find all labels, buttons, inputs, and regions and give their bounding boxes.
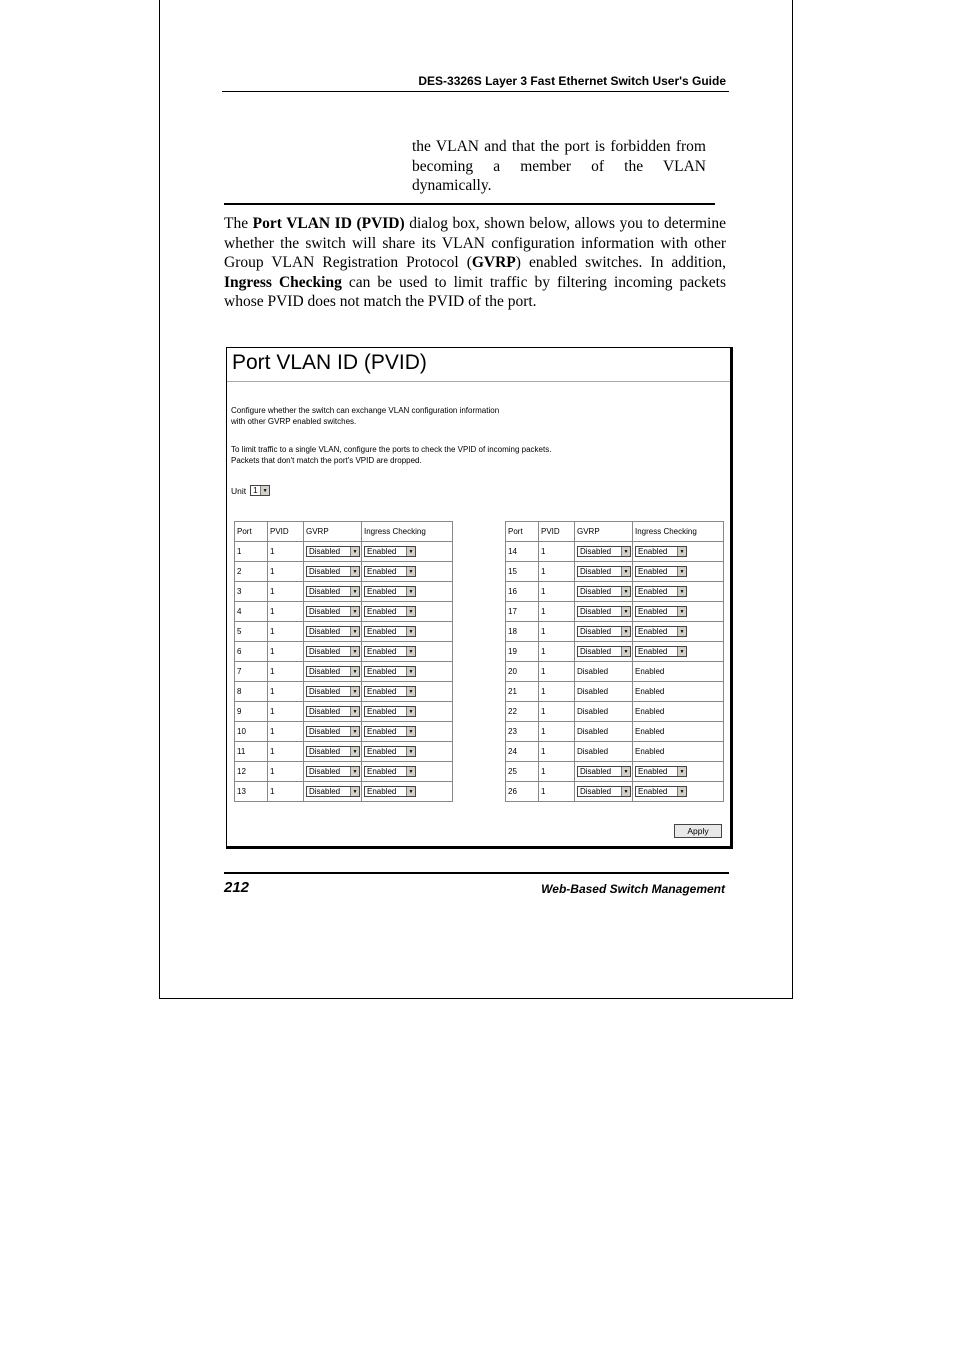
table-row — [235, 642, 453, 662]
ingress-cell — [633, 782, 724, 802]
intro-bold-pvid: Port VLAN ID (PVID) — [252, 215, 405, 232]
chevron-down-icon: ▼ — [350, 727, 359, 736]
gvrp-cell — [304, 782, 362, 802]
table-row — [506, 562, 724, 582]
ingress-cell — [362, 742, 453, 762]
gvrp-select-value: Disabled — [580, 626, 612, 636]
ingress-select-value: Enabled — [367, 586, 397, 596]
gvrp-cell — [304, 542, 362, 562]
col-header-gvrp: GVRP — [304, 522, 362, 542]
table-row — [506, 702, 724, 722]
ingress-cell — [362, 602, 453, 622]
ingress-select[interactable] — [635, 546, 687, 557]
header-rule — [222, 91, 729, 92]
pvid-cell: 1 — [268, 542, 304, 562]
gvrp-select-value: Disabled — [309, 746, 341, 756]
table-row — [506, 642, 724, 662]
unit-select[interactable] — [250, 485, 270, 496]
chevron-down-icon: ▼ — [406, 747, 415, 756]
port-cell: 11 — [235, 742, 268, 762]
ingress-select-value: Enabled — [638, 546, 668, 556]
gvrp-cell: Disabled — [575, 682, 633, 702]
gvrp-cell — [304, 642, 362, 662]
chevron-down-icon: ▼ — [406, 547, 415, 556]
table-row — [235, 782, 453, 802]
table-row — [235, 582, 453, 602]
page-number: 212 — [224, 879, 250, 896]
chevron-down-icon: ▼ — [350, 687, 359, 696]
chevron-down-icon: ▼ — [621, 647, 630, 656]
ingress-cell — [633, 562, 724, 582]
intro-bold-gvrp: GVRP — [471, 254, 516, 271]
intro-bold-ingress: Ingress Checking — [224, 273, 342, 291]
table-row — [235, 682, 453, 702]
ingress-select[interactable] — [364, 666, 416, 677]
gvrp-select-value: Disabled — [309, 546, 341, 556]
pvid-screenshot — [226, 347, 733, 849]
port-cell: 15 — [506, 562, 539, 582]
ingress-select[interactable] — [364, 606, 416, 617]
chevron-down-icon: ▼ — [350, 547, 359, 556]
chevron-down-icon: ▼ — [621, 767, 630, 776]
port-cell: 25 — [506, 762, 539, 782]
port-cell: 18 — [506, 622, 539, 642]
gvrp-cell — [304, 682, 362, 702]
intro-paragraph — [224, 214, 726, 312]
chevron-down-icon: ▼ — [350, 667, 359, 676]
screenshot-title: Port VLAN ID (PVID) — [232, 351, 427, 374]
table-row — [235, 542, 453, 562]
pvid-cell: 1 — [539, 642, 575, 662]
ingress-select[interactable] — [635, 606, 687, 617]
ingress-select[interactable] — [635, 646, 687, 657]
col-header-port: Port — [235, 522, 268, 542]
ingress-cell — [362, 622, 453, 642]
port-cell: 13 — [235, 782, 268, 802]
port-cell: 9 — [235, 702, 268, 722]
ingress-select-value: Enabled — [367, 746, 397, 756]
chevron-down-icon: ▼ — [677, 627, 686, 636]
chevron-down-icon: ▼ — [677, 567, 686, 576]
chevron-down-icon: ▼ — [406, 727, 415, 736]
ingress-select[interactable] — [364, 586, 416, 597]
table-row — [235, 742, 453, 762]
chevron-down-icon: ▼ — [406, 567, 415, 576]
pvid-cell: 1 — [539, 762, 575, 782]
chevron-down-icon: ▼ — [350, 707, 359, 716]
chevron-down-icon: ▼ — [621, 547, 630, 556]
col-header-pvid: PVID — [268, 522, 304, 542]
gvrp-cell — [304, 722, 362, 742]
ingress-cell: Enabled — [633, 662, 724, 682]
intro-text-3: ) enabled switches. In addition, — [515, 254, 727, 271]
ingress-select[interactable] — [635, 786, 687, 797]
ingress-cell — [633, 642, 724, 662]
gvrp-description — [231, 405, 499, 427]
gvrp-select-value: Disabled — [309, 786, 341, 796]
gvrp-select[interactable] — [306, 586, 360, 597]
gvrp-select-value: Disabled — [309, 566, 341, 576]
ingress-select[interactable] — [364, 626, 416, 637]
chevron-down-icon: ▼ — [350, 767, 359, 776]
ingress-select-value: Enabled — [367, 626, 397, 636]
col-header-gvrp: GVRP — [575, 522, 633, 542]
gvrp-select[interactable] — [306, 646, 360, 657]
screenshot-title-rule — [227, 381, 730, 382]
pvid-cell: 1 — [539, 542, 575, 562]
table-header-row — [506, 522, 724, 542]
table-row — [506, 742, 724, 762]
ingress-select[interactable] — [635, 626, 687, 637]
gvrp-cell — [304, 602, 362, 622]
chevron-down-icon: ▼ — [677, 547, 686, 556]
ingress-select-value: Enabled — [638, 606, 668, 616]
ingress-select[interactable] — [364, 546, 416, 557]
chevron-down-icon: ▼ — [406, 707, 415, 716]
port-cell: 3 — [235, 582, 268, 602]
pvid-cell: 1 — [539, 602, 575, 622]
ingress-select-value: Enabled — [638, 566, 668, 576]
port-cell: 7 — [235, 662, 268, 682]
table-row — [235, 722, 453, 742]
gvrp-select-value: Disabled — [580, 546, 612, 556]
ingress-select-value: Enabled — [367, 546, 397, 556]
table-row — [235, 762, 453, 782]
pvid-cell: 1 — [268, 782, 304, 802]
ingress-select-value: Enabled — [638, 646, 668, 656]
gvrp-select-value: Disabled — [309, 666, 341, 676]
table-end-rule — [224, 203, 715, 205]
port-cell: 19 — [506, 642, 539, 662]
gvrp-select-value: Disabled — [309, 606, 341, 616]
gvrp-select[interactable] — [306, 546, 360, 557]
ingress-cell — [362, 782, 453, 802]
table-row — [506, 622, 724, 642]
gvrp-cell — [304, 622, 362, 642]
ingress-select[interactable] — [635, 566, 687, 577]
ingress-cell — [362, 682, 453, 702]
ingress-select[interactable] — [635, 766, 687, 777]
ingress-select-value: Enabled — [367, 646, 397, 656]
table-row — [506, 602, 724, 622]
gvrp-cell — [575, 582, 633, 602]
gvrp-cell — [304, 662, 362, 682]
gvrp-cell — [304, 702, 362, 722]
gvrp-cell: Disabled — [575, 702, 633, 722]
table-row — [506, 762, 724, 782]
chevron-down-icon: ▼ — [406, 587, 415, 596]
col-header-port: Port — [506, 522, 539, 542]
gvrp-cell — [304, 762, 362, 782]
ingress-cell: Enabled — [633, 682, 724, 702]
pvid-cell: 1 — [268, 742, 304, 762]
gvrp-select-value: Disabled — [580, 606, 612, 616]
port-cell: 24 — [506, 742, 539, 762]
table-row — [506, 662, 724, 682]
ingress-select-value: Enabled — [367, 726, 397, 736]
ingress-select-value: Enabled — [638, 626, 668, 636]
gvrp-select[interactable] — [306, 686, 360, 697]
chevron-down-icon: ▼ — [677, 587, 686, 596]
ingress-cell — [633, 602, 724, 622]
pvid-cell: 1 — [539, 622, 575, 642]
ingress-cell — [633, 542, 724, 562]
gvrp-select[interactable] — [306, 566, 360, 577]
ingress-select-value: Enabled — [638, 586, 668, 596]
ingress-select[interactable] — [364, 686, 416, 697]
gvrp-cell: Disabled — [575, 662, 633, 682]
gvrp-select-value: Disabled — [309, 586, 341, 596]
gvrp-cell — [304, 582, 362, 602]
chevron-down-icon: ▼ — [406, 787, 415, 796]
col-header-ingress: Ingress Checking — [362, 522, 453, 542]
gvrp-cell — [575, 542, 633, 562]
gvrp-cell — [304, 742, 362, 762]
ingress-cell: Enabled — [633, 722, 724, 742]
table-row — [506, 582, 724, 602]
gvrp-select-value: Disabled — [309, 706, 341, 716]
unit-select-value: 1 — [253, 485, 258, 495]
ingress-select-value: Enabled — [367, 706, 397, 716]
table-row — [235, 602, 453, 622]
chevron-down-icon: ▼ — [260, 486, 269, 495]
ingress-select[interactable] — [364, 566, 416, 577]
chevron-down-icon: ▼ — [621, 627, 630, 636]
port-cell: 23 — [506, 722, 539, 742]
gvrp-select-value: Disabled — [309, 726, 341, 736]
ingress-description — [231, 444, 551, 466]
gvrp-cell — [575, 762, 633, 782]
intro-text-4: can be used to limit traffic by filtering incoming packets whose PVID does not match the PVID of the port. — [224, 273, 726, 310]
ingress-select-value: Enabled — [367, 666, 397, 676]
gvrp-description-line-1: Configure whether the switch can exchange VLAN configuration information — [231, 406, 500, 415]
gvrp-cell — [575, 602, 633, 622]
gvrp-select-value: Disabled — [309, 766, 341, 776]
chevron-down-icon: ▼ — [350, 607, 359, 616]
pvid-cell: 1 — [539, 562, 575, 582]
chevron-down-icon: ▼ — [350, 567, 359, 576]
gvrp-cell — [304, 562, 362, 582]
table-row — [235, 662, 453, 682]
gvrp-cell — [575, 782, 633, 802]
ingress-description-line-1: To limit traffic to a single VLAN, configure the ports to check the VPID of incoming packets. — [231, 445, 552, 454]
gvrp-select[interactable] — [306, 706, 360, 717]
ingress-select[interactable] — [364, 746, 416, 757]
gvrp-select[interactable] — [577, 566, 631, 577]
chevron-down-icon: ▼ — [350, 587, 359, 596]
ingress-select[interactable] — [635, 586, 687, 597]
chevron-down-icon: ▼ — [677, 787, 686, 796]
chevron-down-icon: ▼ — [406, 607, 415, 616]
ingress-cell — [362, 562, 453, 582]
intro-text-2: dialog box, shown below, allows you to determine whether the switch will share its VLAN configuration information with other Group VLAN Registration Protocol ( — [224, 215, 726, 271]
table-header-row — [235, 522, 453, 542]
gvrp-select[interactable] — [306, 726, 360, 737]
footer-rule — [224, 872, 729, 874]
port-cell: 2 — [235, 562, 268, 582]
gvrp-select[interactable] — [577, 786, 631, 797]
ingress-cell — [362, 662, 453, 682]
pvid-cell: 1 — [539, 782, 575, 802]
chevron-down-icon: ▼ — [406, 767, 415, 776]
table-row — [235, 702, 453, 722]
ingress-select[interactable] — [364, 786, 416, 797]
port-cell: 8 — [235, 682, 268, 702]
table-row — [235, 562, 453, 582]
ingress-cell — [633, 622, 724, 642]
gvrp-select[interactable] — [306, 606, 360, 617]
port-cell: 22 — [506, 702, 539, 722]
apply-button[interactable]: Apply — [674, 824, 722, 838]
pvid-cell: 1 — [268, 762, 304, 782]
pvid-cell: 1 — [539, 582, 575, 602]
pvid-cell: 1 — [539, 702, 575, 722]
gvrp-select[interactable] — [577, 646, 631, 657]
port-cell: 6 — [235, 642, 268, 662]
ingress-cell — [633, 582, 724, 602]
port-cell: 5 — [235, 622, 268, 642]
ingress-cell — [633, 762, 724, 782]
chevron-down-icon: ▼ — [677, 647, 686, 656]
ports-table-left — [234, 521, 453, 802]
table-row — [506, 782, 724, 802]
pvid-cell: 1 — [268, 702, 304, 722]
chevron-down-icon: ▼ — [621, 587, 630, 596]
table-row — [506, 682, 724, 702]
pvid-cell: 1 — [268, 682, 304, 702]
pvid-cell: 1 — [268, 562, 304, 582]
ingress-cell — [362, 722, 453, 742]
table-row — [506, 722, 724, 742]
gvrp-select[interactable] — [577, 626, 631, 637]
ingress-cell — [362, 702, 453, 722]
gvrp-select-value: Disabled — [309, 626, 341, 636]
chevron-down-icon: ▼ — [350, 747, 359, 756]
ingress-cell: Enabled — [633, 742, 724, 762]
unit-row — [231, 485, 270, 496]
port-cell: 10 — [235, 722, 268, 742]
gvrp-select-value: Disabled — [580, 646, 612, 656]
ingress-select[interactable] — [364, 646, 416, 657]
pvid-cell: 1 — [268, 582, 304, 602]
unit-label: Unit — [231, 485, 247, 496]
ingress-cell: Enabled — [633, 702, 724, 722]
table-row — [235, 622, 453, 642]
gvrp-select-value: Disabled — [580, 566, 612, 576]
gvrp-cell — [575, 562, 633, 582]
chevron-down-icon: ▼ — [406, 627, 415, 636]
pvid-cell: 1 — [268, 642, 304, 662]
gvrp-select[interactable] — [577, 766, 631, 777]
chevron-down-icon: ▼ — [621, 787, 630, 796]
gvrp-select[interactable] — [306, 666, 360, 677]
ingress-select-value: Enabled — [638, 786, 668, 796]
ingress-select-value: Enabled — [638, 766, 668, 776]
ingress-select[interactable] — [364, 766, 416, 777]
gvrp-select-value: Disabled — [309, 646, 341, 656]
chevron-down-icon: ▼ — [406, 667, 415, 676]
port-cell: 14 — [506, 542, 539, 562]
chevron-down-icon: ▼ — [621, 607, 630, 616]
pvid-cell: 1 — [268, 662, 304, 682]
ingress-select[interactable] — [364, 706, 416, 717]
gvrp-select-value: Disabled — [580, 786, 612, 796]
port-cell: 16 — [506, 582, 539, 602]
pvid-cell: 1 — [268, 722, 304, 742]
gvrp-select[interactable] — [306, 786, 360, 797]
chevron-down-icon: ▼ — [677, 767, 686, 776]
port-cell: 4 — [235, 602, 268, 622]
pvid-cell: 1 — [268, 602, 304, 622]
gvrp-cell: Disabled — [575, 722, 633, 742]
ingress-cell — [362, 582, 453, 602]
ports-table-right — [505, 521, 724, 802]
gvrp-select[interactable] — [306, 766, 360, 777]
gvrp-select-value: Disabled — [309, 686, 341, 696]
port-cell: 1 — [235, 542, 268, 562]
col-header-ingress: Ingress Checking — [633, 522, 724, 542]
port-cell: 20 — [506, 662, 539, 682]
ingress-select-value: Enabled — [367, 606, 397, 616]
table-row — [506, 542, 724, 562]
pvid-cell: 1 — [539, 722, 575, 742]
chevron-down-icon: ▼ — [350, 647, 359, 656]
ingress-select-value: Enabled — [367, 766, 397, 776]
gvrp-select[interactable] — [306, 746, 360, 757]
gvrp-cell — [575, 642, 633, 662]
continuation-text: the VLAN and that the port is forbidden from becoming a member of the VLAN dynamically. — [412, 138, 706, 194]
ingress-select[interactable] — [364, 726, 416, 737]
ingress-description-line-2: Packets that don't match the port's VPID are dropped. — [231, 456, 422, 465]
gvrp-select-value: Disabled — [580, 586, 612, 596]
gvrp-select[interactable] — [577, 606, 631, 617]
gvrp-select[interactable] — [577, 546, 631, 557]
chevron-down-icon: ▼ — [350, 627, 359, 636]
port-cell: 21 — [506, 682, 539, 702]
pvid-cell: 1 — [539, 662, 575, 682]
chevron-down-icon: ▼ — [406, 647, 415, 656]
chevron-down-icon: ▼ — [621, 567, 630, 576]
chevron-down-icon: ▼ — [677, 607, 686, 616]
gvrp-description-line-2: with other GVRP enabled switches. — [231, 417, 357, 426]
gvrp-select[interactable] — [577, 586, 631, 597]
gvrp-cell: Disabled — [575, 742, 633, 762]
header-title: DES-3326S Layer 3 Fast Ethernet Switch User's Guide — [418, 74, 726, 88]
ingress-cell — [362, 642, 453, 662]
chevron-down-icon: ▼ — [406, 687, 415, 696]
pvid-cell: 1 — [268, 622, 304, 642]
intro-text-1: The — [224, 215, 253, 232]
col-header-pvid: PVID — [539, 522, 575, 542]
port-cell: 12 — [235, 762, 268, 782]
gvrp-select-value: Disabled — [580, 766, 612, 776]
chevron-down-icon: ▼ — [350, 787, 359, 796]
port-cell: 26 — [506, 782, 539, 802]
ingress-cell — [362, 762, 453, 782]
ingress-cell — [362, 542, 453, 562]
gvrp-cell — [575, 622, 633, 642]
gvrp-select[interactable] — [306, 626, 360, 637]
ingress-select-value: Enabled — [367, 786, 397, 796]
pvid-cell: 1 — [539, 742, 575, 762]
pvid-cell: 1 — [539, 682, 575, 702]
port-cell: 17 — [506, 602, 539, 622]
ingress-select-value: Enabled — [367, 686, 397, 696]
ingress-select-value: Enabled — [367, 566, 397, 576]
footer-title: Web-Based Switch Management — [541, 882, 725, 896]
